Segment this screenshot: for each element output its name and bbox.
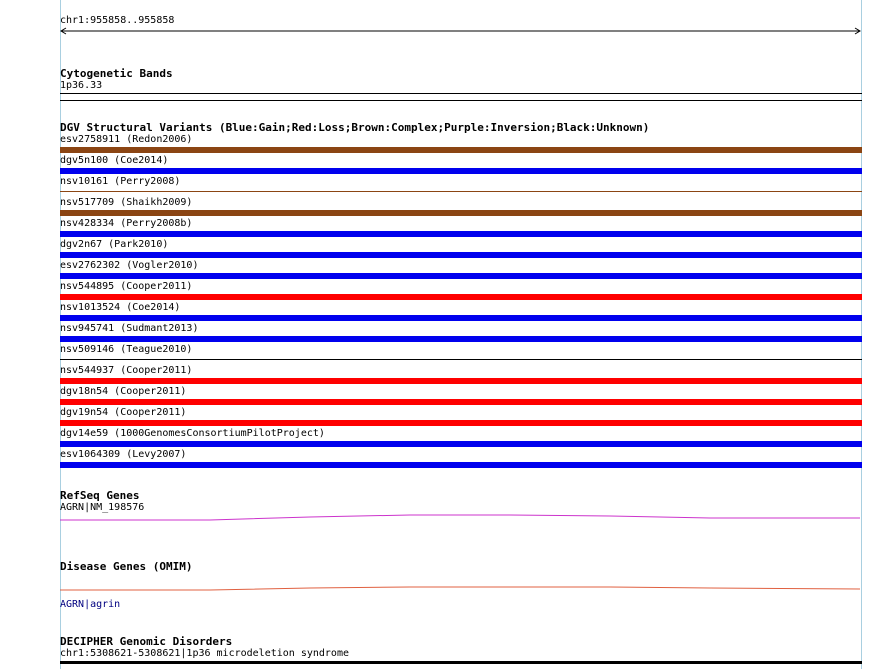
dgv-variant-label[interactable]: nsv10161 (Perry2008) [60,176,181,187]
dgv-variant-label[interactable]: nsv428334 (Perry2008b) [60,218,193,229]
dgv-variant-label[interactable]: nsv509146 (Teague2010) [60,344,193,355]
dgv-variant-bar[interactable] [60,273,862,279]
dgv-variant-bar[interactable] [60,210,862,216]
dgv-variant-bar[interactable] [60,294,862,300]
dgv-variant-bar[interactable] [60,462,862,468]
dgv-variant-label[interactable]: dgv18n54 (Cooper2011) [60,386,187,397]
cytogenetic-band-label[interactable]: 1p36.33 [60,80,103,91]
cytogenetic-band-bar[interactable] [60,93,862,94]
dgv-variant-label[interactable]: nsv544895 (Cooper2011) [60,281,193,292]
dgv-variant-label[interactable]: esv2758911 (Redon2006) [60,134,193,145]
dgv-variant-bar[interactable] [60,147,862,153]
refseq-track-title: RefSeq Genes [60,489,140,502]
dgv-variant-label[interactable]: nsv544937 (Cooper2011) [60,365,193,376]
dgv-variant-label[interactable]: nsv1013524 (Coe2014) [60,302,181,313]
dgv-variant-bar[interactable] [60,399,862,405]
dgv-variant-bar[interactable] [60,315,862,321]
omim-track-title: Disease Genes (OMIM) [60,560,193,573]
dgv-variant-bar[interactable] [60,420,862,426]
decipher-entry-bar[interactable] [60,661,862,664]
dgv-variant-label[interactable]: esv1064309 (Levy2007) [60,449,187,460]
dgv-variant-label[interactable]: dgv2n67 (Park2010) [60,239,169,250]
omim-gene-line[interactable] [0,582,890,596]
dgv-variant-bar[interactable] [60,252,862,258]
refseq-gene-label[interactable]: AGRN|NM_198576 [60,502,145,513]
decipher-track-title: DECIPHER Genomic Disorders [60,635,233,648]
dgv-variant-bar[interactable] [60,441,862,447]
decipher-entry-label[interactable]: chr1:5308621-5308621|1p36 microdeletion syndrome [60,648,349,659]
dgv-track-title: DGV Structural Variants (Blue:Gain;Red:Loss;Brown:Complex;Purple:Inversion;Black:Unknown) [60,121,650,134]
dgv-variant-label[interactable]: dgv19n54 (Cooper2011) [60,407,187,418]
refseq-gene-line[interactable] [0,510,890,526]
dgv-variant-label[interactable]: nsv517709 (Shaikh2009) [60,197,193,208]
dgv-variant-bar[interactable] [60,378,862,384]
dgv-variant-label[interactable]: nsv945741 (Sudmant2013) [60,323,199,334]
omim-gene-label[interactable]: AGRN|agrin [60,599,121,610]
dgv-variant-label[interactable]: esv2762302 (Vogler2010) [60,260,199,271]
coordinate-ruler [0,0,890,40]
dgv-variant-label[interactable]: dgv5n100 (Coe2014) [60,155,169,166]
dgv-variant-bar[interactable] [60,359,862,360]
dgv-variant-bar[interactable] [60,191,862,192]
dgv-variant-bar[interactable] [60,168,862,174]
track-divider [60,100,862,101]
cytogenetic-bands-title: Cytogenetic Bands [60,67,173,80]
dgv-variant-label[interactable]: dgv14e59 (1000GenomesConsortiumPilotProject) [60,428,325,439]
coordinate-label: chr1:955858..955858 [60,15,175,26]
dgv-variant-bar[interactable] [60,231,862,237]
dgv-variant-bar[interactable] [60,336,862,342]
